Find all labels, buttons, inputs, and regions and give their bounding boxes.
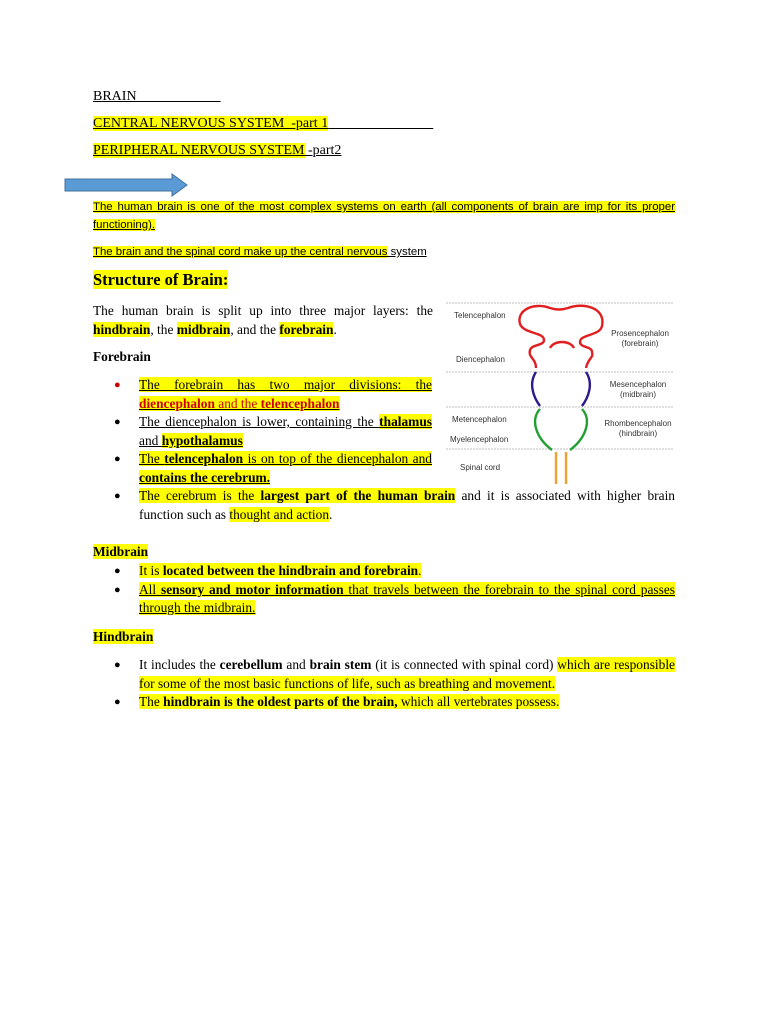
hindbrain-heading: Hindbrain bbox=[93, 629, 154, 644]
list-item: ● The cerebrum is the largest part of the human brain and it is associated with higher brain function such as thought and action. bbox=[114, 488, 675, 522]
label-rhombencephalon: Rhombencephalon bbox=[604, 419, 672, 428]
list-item: ● The forebrain has two major divisions: the diencephalon and the telencephalon bbox=[114, 377, 432, 411]
midbrain-list bbox=[93, 562, 675, 618]
list-item: ● The diencephalon is lower, containing the thalamus and hypothalamus bbox=[114, 414, 432, 448]
hindbrain-left bbox=[535, 409, 552, 450]
cns-heading: CENTRAL NERVOUS SYSTEM -part 1 bbox=[93, 116, 329, 131]
intro-sentence-1: The human brain is one of the most complex systems on earth (all components of brain are imp for its proper functioning). bbox=[93, 201, 675, 231]
list-item: ● All sensory and motor information that travels between the forebrain to the spinal cord passes through the midbrain. bbox=[114, 581, 675, 615]
midbrain-left bbox=[532, 372, 540, 406]
layers-paragraph: The human brain is split up into three major layers: the hindbrain, the midbrain, and the forebrain. bbox=[93, 303, 433, 337]
hindbrain-right bbox=[570, 409, 587, 450]
hindbrain-list bbox=[93, 656, 675, 712]
label-prosencephalon: Prosencephalon bbox=[611, 329, 669, 338]
label-mesencephalon-sub: (midbrain) bbox=[619, 390, 657, 399]
label-myelencephalon: Myelencephalon bbox=[450, 435, 509, 444]
list-item: ● The hindbrain is the oldest parts of the brain, which all vertebrates possess. bbox=[114, 694, 560, 709]
label-metencephalon: Metencephalon bbox=[452, 415, 507, 424]
label-prosencephalon-sub: (forebrain) bbox=[621, 339, 659, 348]
label-rhombencephalon-sub: (hindbrain) bbox=[618, 429, 658, 438]
pns-heading: PERIPHERAL NERVOUS SYSTEM -part2 bbox=[93, 143, 342, 158]
forebrain-outline bbox=[519, 306, 602, 368]
label-spinal-cord: Spinal cord bbox=[460, 463, 501, 472]
list-item: ● It is located between the hindbrain and forebrain. bbox=[114, 563, 422, 578]
list-item: ● The telencephalon is on top of the diencephalon and contains the cerebrum. bbox=[114, 451, 432, 485]
forebrain-inner bbox=[550, 342, 574, 348]
brain-heading: BRAIN bbox=[93, 89, 137, 104]
forebrain-heading: Forebrain bbox=[93, 349, 151, 364]
midbrain-heading: Midbrain bbox=[93, 544, 149, 559]
label-telencephalon: Telencephalon bbox=[454, 311, 506, 320]
list-item: ● It includes the cerebellum and brain stem (it is connected with spinal cord) which are responsible for some of the most basic functions of life, such as breathing and movement. bbox=[114, 657, 675, 691]
structure-title: Structure of Brain: bbox=[93, 270, 229, 289]
intro-sentence-2: The brain and the spinal cord make up the central nervous system bbox=[93, 246, 427, 258]
brain-vesicle-diagram bbox=[444, 296, 676, 486]
label-diencephalon: Diencephalon bbox=[456, 355, 505, 364]
label-mesencephalon: Mesencephalon bbox=[609, 380, 667, 389]
midbrain-right bbox=[582, 372, 590, 406]
right-arrow-icon bbox=[64, 173, 188, 197]
